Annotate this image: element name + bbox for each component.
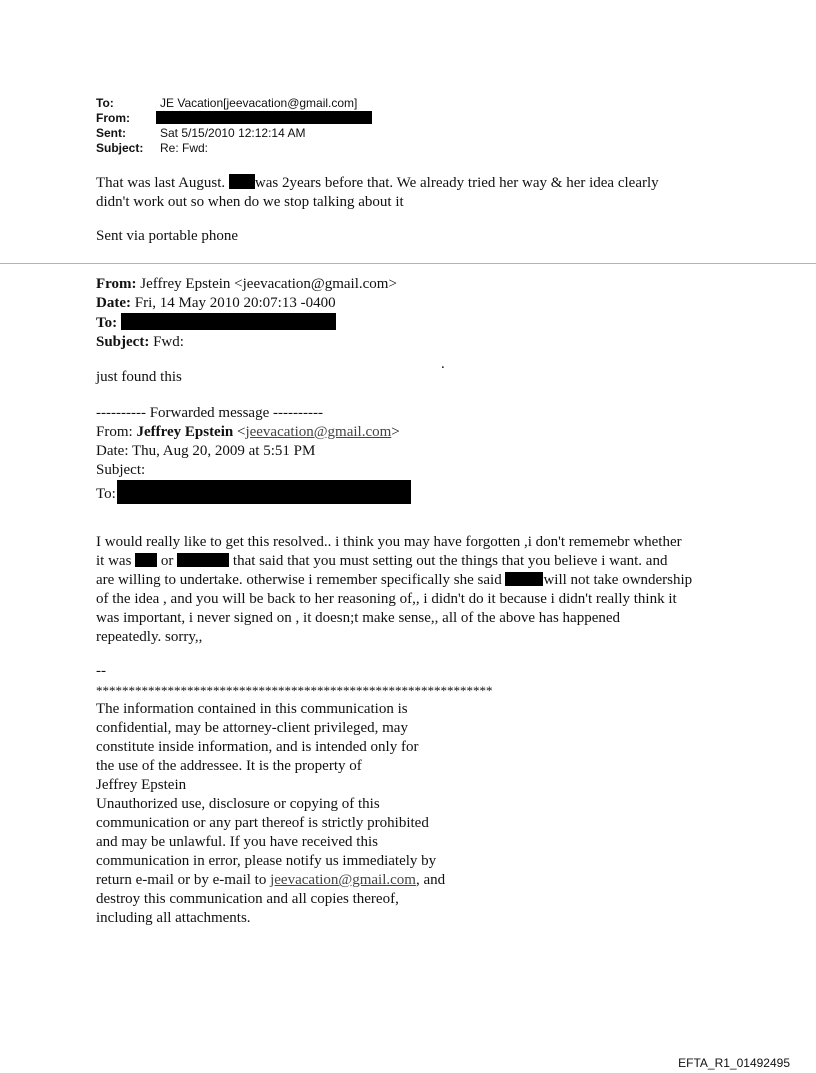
disclaimer-line: confidential, may be attorney-client privileged, may: [96, 720, 408, 736]
message-line: was important, i never signed on , it doesn;t make sense,, all of the above has happened: [96, 610, 621, 626]
forward-from-name: Jeffrey Epstein: [136, 424, 234, 440]
redaction-box: [156, 111, 372, 124]
quoted-to-label: To:: [96, 315, 118, 331]
subject-value: Re: Fwd:: [160, 141, 209, 155]
reply-line: didn't work out so when do we stop talking about it: [96, 194, 404, 210]
sent-value: Sat 5/15/2010 12:12:14 AM: [160, 126, 306, 140]
forward-date: Date: Thu, Aug 20, 2009 at 5:51 PM: [96, 443, 316, 459]
from-label: From:: [96, 111, 130, 125]
message-body: [96, 533, 692, 647]
message-line: repeatedly. sorry,,: [96, 629, 203, 645]
asterisk-rule: *************************************************************: [96, 683, 493, 698]
forwarded-header: ---------- Forwarded message ---------- From: Jeffrey Epstein <jeevacation@gmail.com> Date: Thu, Aug 20, 2009 at 5:51 PM Subject: To:: [96, 404, 411, 504]
forward-to-label: To:: [96, 486, 116, 502]
reply-line: [96, 174, 659, 193]
disclaimer-line: Unauthorized use, disclosure or copying of this: [96, 796, 380, 812]
message-divider: [0, 263, 816, 264]
quoted-date-value: Fri, 14 May 2010 20:07:13 -0400: [134, 295, 336, 311]
stray-mark: .: [441, 356, 445, 372]
redaction-box: [505, 572, 543, 586]
to-value: JE Vacation[jeevacation@gmail.com]: [160, 96, 358, 110]
disclaimer-line: the use of the addressee. It is the property of: [96, 758, 362, 774]
message-line: it was or that said that you must setting out the things that you believe i want. and: [96, 553, 668, 569]
disclaimer-line: communication in error, please notify us immediately by: [96, 853, 437, 869]
message-line: are willing to undertake. otherwise i remember specifically she said will not take owndership: [96, 572, 693, 588]
redaction-box: [229, 174, 255, 189]
sent-label: Sent:: [96, 126, 126, 140]
message-line: of the idea , and you will be back to her reasoning of,, i didn't do it because i didn't really think it: [96, 591, 677, 607]
disclaimer-line: return e-mail or by e-mail to jeevacation@gmail.com, and: [96, 872, 446, 888]
reply-body: [96, 174, 659, 212]
to-label: To:: [96, 96, 114, 110]
quoted-header: [96, 275, 397, 352]
reply-text: was 2years before that. We already tried her way & her idea clearly: [254, 175, 659, 191]
redaction-box: [117, 480, 411, 504]
disclaimer-line: and may be unlawful. If you have received this: [96, 834, 378, 850]
quoted-date-label: Date:: [96, 295, 131, 311]
disclaimer-line: destroy this communication and all copies thereof,: [96, 891, 399, 907]
redaction-box: [177, 553, 229, 567]
disclaimer-line: Jeffrey Epstein: [96, 777, 187, 793]
message-line: I would really like to get this resolved.. i think you may have forgotten ,i don't rememebr whether: [96, 534, 682, 550]
subject-label: Subject:: [96, 141, 144, 155]
disclaimer-line: The information contained in this communication is: [96, 701, 408, 717]
signature-dashes: --: [96, 663, 106, 679]
forward-subject: Subject:: [96, 462, 146, 478]
reply-text: That was last August.: [96, 175, 226, 191]
disclaimer-line: constitute inside information, and is intended only for: [96, 739, 419, 755]
reply-signature: Sent via portable phone: [96, 228, 239, 244]
disclaimer-email-link[interactable]: jeevacation@gmail.com: [270, 872, 416, 888]
quoted-from-value: Jeffrey Epstein <jeevacation@gmail.com>: [140, 276, 397, 292]
forward-email-link[interactable]: jeevacation@gmail.com: [245, 424, 392, 440]
redaction-box: [121, 313, 336, 330]
quoted-from-label: From:: [96, 276, 137, 292]
quoted-subject-label: Subject:: [96, 334, 150, 350]
forward-from-label: From:: [96, 424, 133, 440]
bates-number: EFTA_R1_01492495: [678, 1056, 790, 1070]
quoted-subject-value: Fwd:: [153, 334, 184, 350]
disclaimer-line: communication or any part thereof is strictly prohibited: [96, 815, 429, 831]
disclaimer-line: including all attachments.: [96, 910, 251, 926]
quoted-body: just found this: [96, 369, 182, 385]
forward-separator: ---------- Forwarded message ----------: [96, 405, 323, 421]
disclaimer: [96, 662, 493, 928]
redaction-box: [135, 553, 157, 567]
